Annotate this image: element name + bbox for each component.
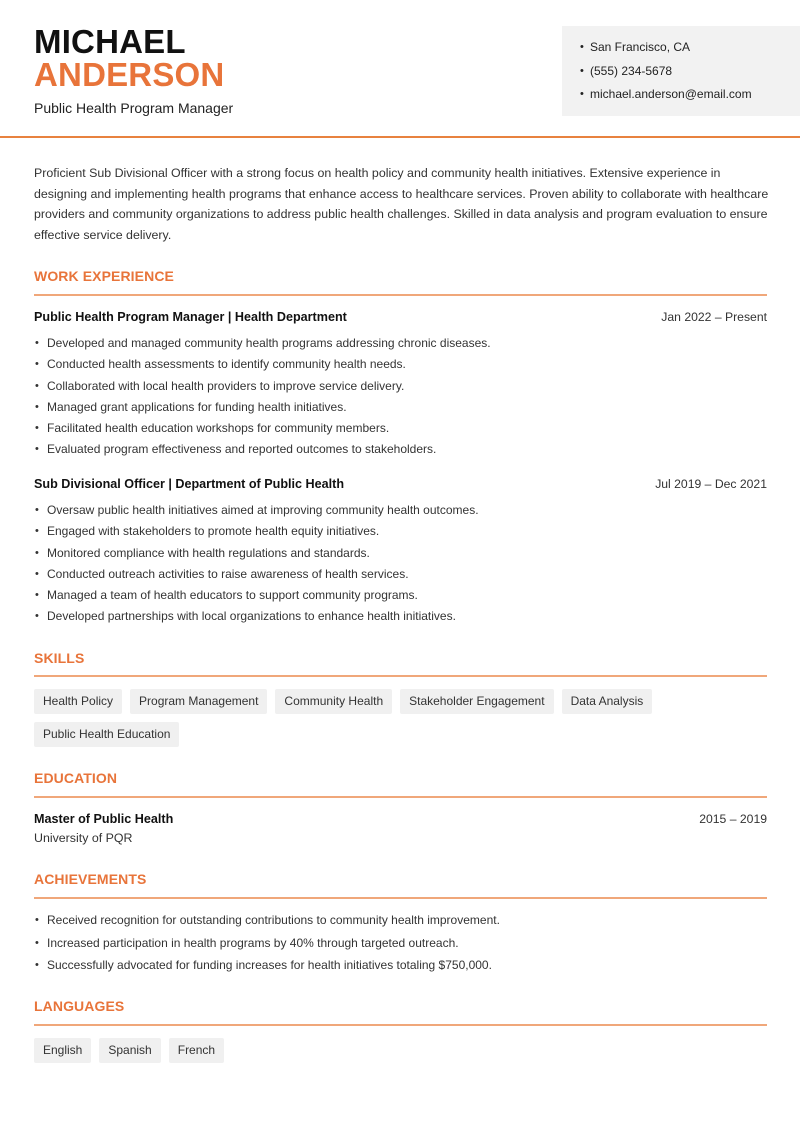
list-item: • Successfully advocated for funding increases for health initiatives totaling $750,000. bbox=[34, 958, 767, 981]
job-bullets bbox=[34, 336, 767, 464]
language-chip: English bbox=[34, 1038, 91, 1063]
education-degree: Master of Public Health bbox=[34, 812, 174, 826]
job-date: Jan 2022 – Present bbox=[661, 310, 767, 324]
languages-list bbox=[34, 1038, 767, 1063]
skill-chip: Public Health Education bbox=[34, 722, 179, 747]
section-title-achievements: ACHIEVEMENTS bbox=[34, 871, 147, 887]
job-date: Jul 2019 – Dec 2021 bbox=[655, 477, 767, 491]
list-item: • Developed partnerships with local organizations to enhance health initiatives. bbox=[34, 609, 767, 630]
section-title-languages: LANGUAGES bbox=[34, 998, 125, 1014]
contact-box bbox=[562, 26, 800, 116]
section-title-education: EDUCATION bbox=[34, 770, 118, 786]
contact-location: • San Francisco, CA bbox=[580, 40, 800, 64]
job-bullets bbox=[34, 503, 767, 631]
list-item: • Monitored compliance with health regulations and standards. bbox=[34, 546, 767, 567]
list-item: • Managed a team of health educators to support community programs. bbox=[34, 588, 767, 609]
skills-list bbox=[34, 689, 767, 747]
section-divider bbox=[34, 675, 767, 677]
section-divider bbox=[34, 796, 767, 798]
achievements-list bbox=[34, 913, 767, 981]
list-item: • Oversaw public health initiatives aimed at improving community health outcomes. bbox=[34, 503, 767, 524]
language-chip: French bbox=[169, 1038, 224, 1063]
job-title: Public Health Program Manager | Health Department bbox=[34, 310, 347, 324]
summary: Proficient Sub Divisional Officer with a strong focus on health policy and community health initiatives. Extensive experience in designing and implementing health programs that enhance access to healthcare services. Proven ability to collaborate with healthcare providers and community organizations to address public health challenges. Skilled in data analysis and program evaluation to ensure effective service delivery. bbox=[34, 166, 769, 242]
last-name: ANDERSON bbox=[34, 56, 225, 93]
section-title-work: WORK EXPERIENCE bbox=[34, 268, 174, 284]
list-item: • Managed grant applications for funding health initiatives. bbox=[34, 400, 767, 421]
section-title-skills: SKILLS bbox=[34, 650, 85, 666]
skill-chip: Program Management bbox=[130, 689, 267, 714]
contact-email[interactable]: • michael.anderson@email.com bbox=[580, 87, 800, 111]
skill-chip: Community Health bbox=[275, 689, 392, 714]
contact-phone: • (555) 234-5678 bbox=[580, 64, 800, 88]
job-title: Sub Divisional Officer | Department of Public Health bbox=[34, 477, 345, 491]
skill-chip: Stakeholder Engagement bbox=[400, 689, 553, 714]
first-name: MICHAEL bbox=[34, 23, 186, 60]
section-divider bbox=[34, 1024, 767, 1026]
list-item: • Engaged with stakeholders to promote health equity initiatives. bbox=[34, 524, 767, 545]
education-date: 2015 – 2019 bbox=[699, 812, 767, 826]
resume-header bbox=[0, 0, 800, 138]
list-item: • Facilitated health education workshops for community members. bbox=[34, 421, 767, 442]
list-item: • Received recognition for outstanding contributions to community health improvement. bbox=[34, 913, 767, 936]
section-divider bbox=[34, 294, 767, 296]
language-chip: Spanish bbox=[99, 1038, 160, 1063]
list-item: • Conducted outreach activities to raise awareness of health services. bbox=[34, 567, 767, 588]
list-item: • Evaluated program effectiveness and reported outcomes to stakeholders. bbox=[34, 442, 767, 463]
list-item: • Increased participation in health programs by 40% through targeted outreach. bbox=[34, 936, 767, 959]
job-role: Public Health Program Manager bbox=[34, 100, 234, 116]
skill-chip: Data Analysis bbox=[562, 689, 653, 714]
education-school: University of PQR bbox=[34, 831, 133, 845]
section-divider bbox=[34, 897, 767, 899]
list-item: • Conducted health assessments to identify community health needs. bbox=[34, 357, 767, 378]
list-item: • Developed and managed community health programs addressing chronic diseases. bbox=[34, 336, 767, 357]
list-item: • Collaborated with local health providers to improve service delivery. bbox=[34, 379, 767, 400]
skill-chip: Health Policy bbox=[34, 689, 122, 714]
